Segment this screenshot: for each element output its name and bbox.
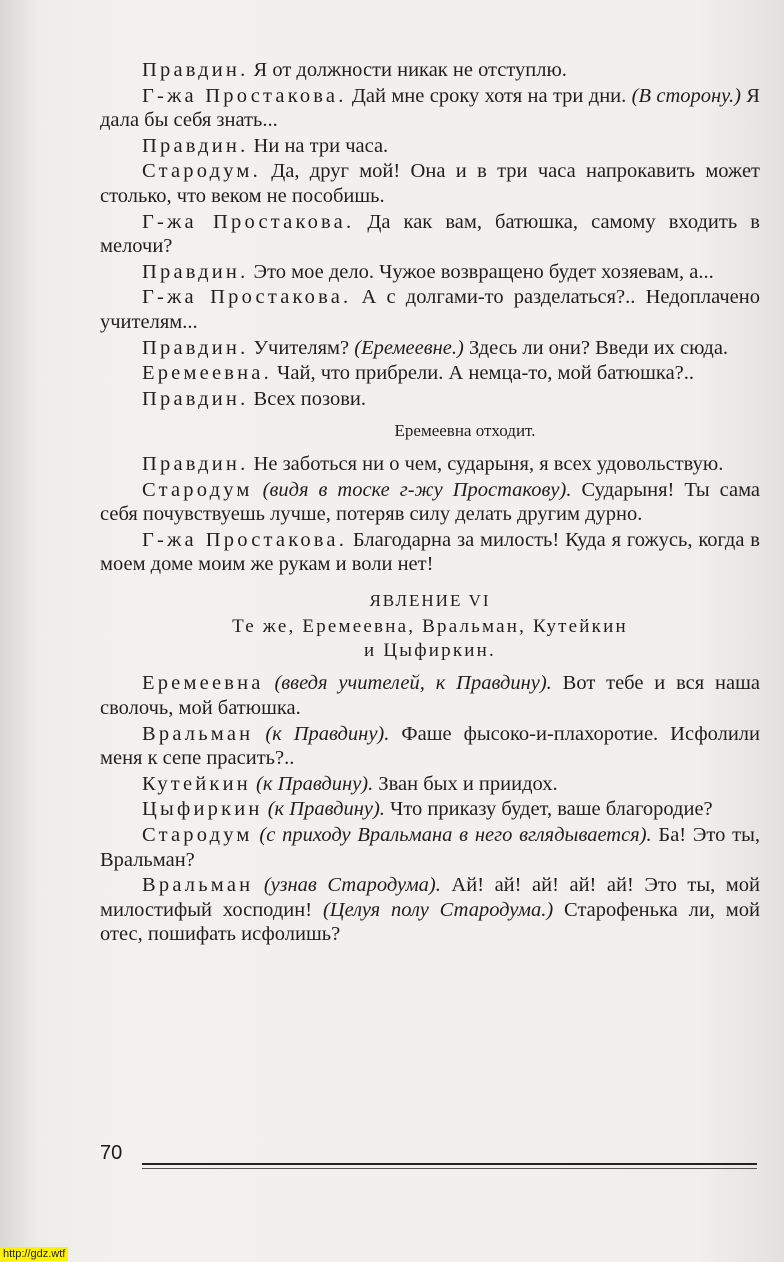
speech-text [264, 672, 275, 694]
speech-paragraph [100, 478, 760, 527]
speech-text: Фаше фысоко-и-плахоротие. Исфолили меня к сепе прасить?.. [100, 722, 760, 770]
speech-text: Ба! Это ты, Вральман? [100, 824, 760, 871]
stage-direction: (узнав Стародума). [263, 874, 441, 897]
speaker-name: Вральман [142, 722, 254, 745]
speech-paragraph [100, 210, 760, 259]
speech-text: Вот тебе и вся наша сволочь, мой батюшка. [100, 672, 760, 720]
speech-paragraph [100, 285, 760, 334]
speech-paragraph [100, 84, 760, 133]
scene-heading: ЯВЛЕНИЕ VI [369, 590, 491, 610]
speech-text [253, 723, 265, 745]
stage-direction: (с приходу Вральмана в него вглядывается). [259, 824, 652, 847]
watermark-link[interactable]: http://gdz.wtf [0, 1247, 68, 1261]
speech-text: Всех позови. [248, 387, 366, 410]
speech-text: Что приказу будет, ваше благородие? [384, 798, 713, 821]
speech-text: Зван бых и приидох. [373, 772, 558, 795]
play-text [100, 58, 760, 947]
speech-text: Я от должности никак не отступлю. [248, 59, 567, 81]
speaker-name: Правдин. [142, 260, 249, 283]
speech-text: Благодарна за милость! Куда я гожусь, когда в моем доме моим же рукам и воли нет! [100, 528, 760, 576]
speech-text: Не заботься ни о чем, сударыня, я всех удовольствую. [248, 452, 724, 475]
stage-direction: (к Правдину). [267, 798, 385, 821]
speech-text: Да, друг мой! Она и в три часа напрокавить может столько, что веком не пособишь. [100, 160, 760, 207]
speaker-name: Г-жа Простакова. [142, 84, 347, 107]
speech-text: Ни на три часа. [248, 134, 389, 157]
speaker-name: Цыфиркин [142, 798, 263, 821]
speaker-name: Еремеевна [142, 672, 264, 695]
cast-line: Те же, Еремеевна, Вральман, Кутейкин [232, 616, 628, 638]
speech-text: Я дала бы себя знать... [100, 84, 760, 132]
speech-paragraph [100, 873, 760, 947]
speech-text [253, 479, 263, 501]
scene-cast [100, 615, 760, 663]
stage-direction: (Целуя полу Стародума.) [322, 898, 554, 921]
speech-text: Чай, что прибрели. А немца-то, мой батюшка?.. [271, 362, 695, 385]
stage-direction: (В сторону.) [631, 84, 741, 107]
speaker-name: Стародум [142, 824, 253, 847]
speaker-name: Еремеевна. [142, 362, 272, 385]
speech-paragraph [100, 361, 760, 386]
page-number: 70 [100, 1142, 123, 1164]
cast-line: и Цыфиркин. [364, 640, 496, 662]
speaker-name: Стародум. [142, 160, 261, 183]
speech-paragraph [100, 452, 760, 477]
stage-direction: (видя в тоске г-жу Простакову). [262, 478, 572, 501]
speaker-name: Г-жа Простакова. [142, 528, 348, 551]
speech-paragraph [100, 528, 760, 577]
speech-text: Учителям? [248, 336, 355, 359]
stage-direction: (к Правдину). [256, 772, 374, 795]
speaker-name: Правдин. [142, 134, 249, 157]
speech-paragraph [100, 159, 760, 208]
speech-text: Да как вам, батюшка, самому входить в мелочи? [100, 210, 760, 258]
speech-text: Сударыня! Ты сама себя почувствуешь лучше, потеряв силу делать другим дурно. [100, 478, 761, 526]
speech-text [253, 874, 264, 896]
speech-paragraph [100, 671, 760, 720]
stage-direction-line: Еремеевна отходит. [394, 421, 536, 441]
speech-paragraph [100, 823, 760, 872]
speech-paragraph [100, 58, 760, 83]
speech-paragraph [100, 772, 760, 797]
speaker-name: Правдин. [142, 59, 249, 81]
footer-rule-thin [142, 1168, 757, 1169]
speaker-name: Г-жа Простакова. [142, 210, 355, 233]
footer-rule [142, 1163, 757, 1165]
stage-direction: (введя учителей, к Правдину). [274, 672, 552, 695]
speech-paragraph [100, 260, 760, 285]
speaker-name: Правдин. [142, 387, 249, 410]
stage-direction: (Еремеевне.) [354, 336, 464, 359]
speech-text: А с долгами-то разделаться?.. Недоплачено учителям... [100, 286, 760, 333]
stage-direction: (к Правдину). [265, 722, 390, 745]
speaker-name: Кутейкин [142, 772, 251, 795]
speech-paragraph [100, 336, 760, 361]
speaker-name: Правдин. [142, 452, 249, 475]
speech-text: Здесь ли они? Введи их сюда. [463, 336, 729, 359]
speech-paragraph [100, 797, 760, 822]
speech-text: Дай мне сроку хотя на три дни. [346, 84, 632, 107]
speech-text: Старофенька ли, мой отес, пошифать исфолишь? [100, 898, 761, 946]
speaker-name: Вральман [142, 874, 254, 897]
speech-text: Это мое дело. Чужое возвращено будет хозяевам, а... [248, 260, 714, 283]
speech-paragraph [100, 722, 760, 771]
speech-paragraph [100, 134, 760, 159]
speaker-name: Правдин. [142, 336, 249, 359]
speaker-name: Г-жа Простакова. [142, 286, 352, 309]
speech-paragraph [100, 387, 760, 412]
speech-text: Ай! ай! ай! ай! ай! Это ты, мой милостифый хосподин! [100, 874, 760, 921]
speaker-name: Стародум [142, 478, 253, 501]
